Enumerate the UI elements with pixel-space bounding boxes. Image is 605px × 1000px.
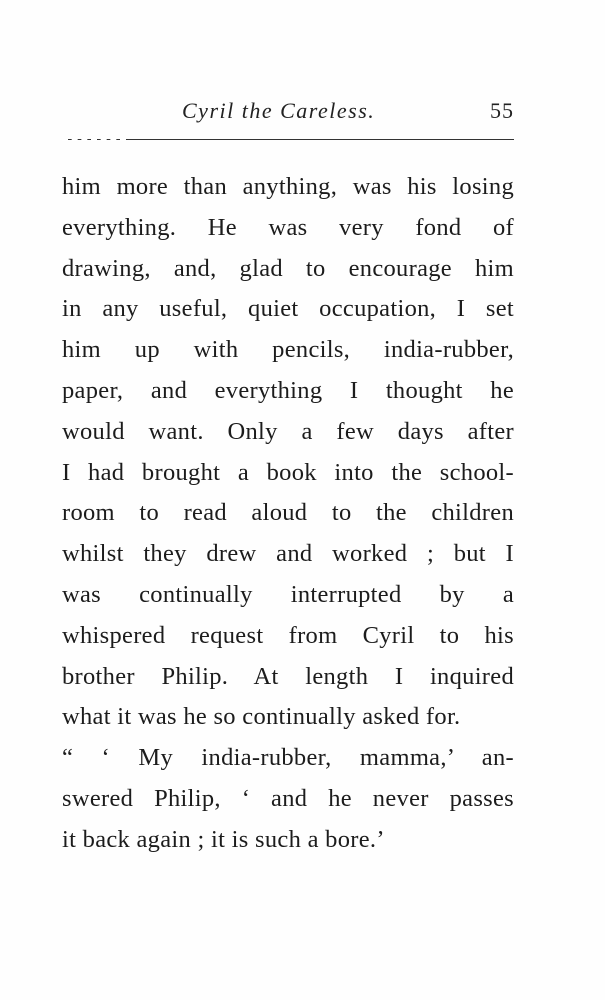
text-line: everything. He was very fond of bbox=[62, 213, 514, 241]
text-line: swered Philip, ‘ and he never passes bbox=[62, 784, 514, 812]
page-number: 55 bbox=[490, 98, 514, 123]
text-line: was continually interrupted by a bbox=[62, 580, 514, 608]
text-line: I had brought a book into the school- bbox=[62, 458, 514, 486]
text-line: whispered request from Cyril to his bbox=[62, 621, 514, 649]
running-head bbox=[62, 98, 514, 132]
text-line: paper, and everything I thought he bbox=[62, 376, 514, 404]
text-line: in any useful, quiet occupation, I set bbox=[62, 295, 514, 323]
text-line: brother Philip. At length I inquired bbox=[62, 662, 514, 690]
text-line: whilst they drew and worked ; but I bbox=[62, 540, 514, 568]
text-line: room to read aloud to the children bbox=[62, 499, 514, 527]
body-text bbox=[62, 167, 514, 861]
header-rule bbox=[62, 139, 514, 140]
text-line: would want. Only a few days after bbox=[62, 417, 514, 445]
running-title: Cyril the Careless. bbox=[182, 98, 376, 123]
text-line: “ ‘ My india-rubber, mamma,’ an- bbox=[62, 744, 514, 772]
header-rule-break bbox=[62, 139, 126, 141]
text-line: it back again ; it is such a bore.’ bbox=[62, 825, 385, 853]
text-line: him more than anything, was his losing bbox=[62, 173, 514, 200]
text-line: what it was he so continually asked for. bbox=[62, 703, 461, 731]
text-line: drawing, and, glad to encourage him bbox=[62, 254, 514, 282]
text-line: him up with pencils, india-rubber, bbox=[62, 336, 514, 364]
